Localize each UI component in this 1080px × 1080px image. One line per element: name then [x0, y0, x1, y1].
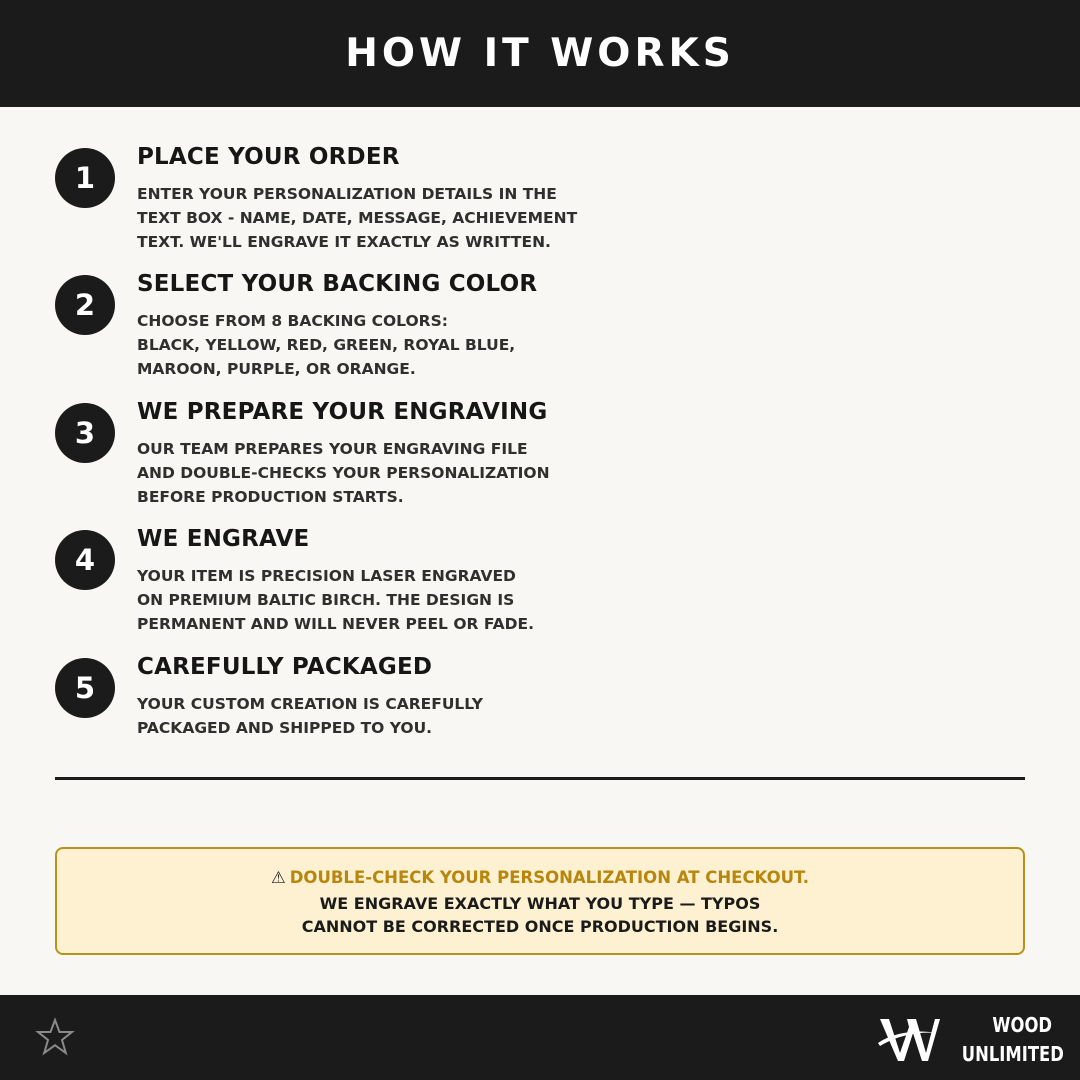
step-description-line: TEXT. WE'LL ENGRAVE IT EXACTLY AS WRITTEN. — [137, 233, 551, 251]
step-description — [137, 437, 550, 509]
brand-wordmark — [961, 1011, 1064, 1069]
step-title: PLACE YOUR ORDER — [137, 144, 400, 170]
step-description — [137, 182, 577, 254]
section-divider — [55, 777, 1025, 780]
step-description — [137, 692, 483, 740]
step-description-line: CHOOSE FROM 8 BACKING COLORS: — [137, 312, 448, 330]
step-title: WE PREPARE YOUR ENGRAVING — [137, 399, 548, 425]
step-number-badge: 4 — [55, 530, 115, 590]
step-description-line: BEFORE PRODUCTION STARTS. — [137, 488, 404, 506]
brand-line: UNLIMITED — [961, 1042, 1064, 1066]
brand-logo — [876, 1009, 1064, 1069]
header-bar — [0, 0, 1080, 107]
step-description-line: ENTER YOUR PERSONALIZATION DETAILS IN THE — [137, 185, 557, 203]
notice-line: WE ENGRAVE EXACTLY WHAT YOU TYPE — TYPOS — [319, 894, 761, 913]
step-number-badge: 3 — [55, 403, 115, 463]
warning-icon: ⚠ — [270, 868, 286, 887]
notice-headline-text: DOUBLE-CHECK YOUR PERSONALIZATION AT CHECKOUT. — [289, 868, 810, 887]
step-description-line: MAROON, PURPLE, OR ORANGE. — [137, 360, 416, 378]
star-outline-icon — [35, 1017, 75, 1057]
notice-line: CANNOT BE CORRECTED ONCE PRODUCTION BEGINS. — [301, 917, 779, 936]
step-description-line: OUR TEAM PREPARES YOUR ENGRAVING FILE — [137, 440, 528, 458]
step-title: CAREFULLY PACKAGED — [137, 654, 433, 680]
step-description-line: YOUR CUSTOM CREATION IS CAREFULLY — [137, 695, 483, 713]
step-description-line: BLACK, YELLOW, RED, GREEN, ROYAL BLUE, — [137, 336, 516, 354]
step-description-line: PERMANENT AND WILL NEVER PEEL OR FADE. — [137, 615, 534, 633]
step-description-line: ON PREMIUM BALTIC BIRCH. THE DESIGN IS — [137, 591, 515, 609]
step-number-badge: 2 — [55, 275, 115, 335]
page-title: HOW IT WORKS — [345, 31, 735, 76]
step-title: SELECT YOUR BACKING COLOR — [137, 271, 538, 297]
step-description-line: YOUR ITEM IS PRECISION LASER ENGRAVED — [137, 567, 516, 585]
notice-headline — [57, 868, 1023, 887]
step-number-badge: 5 — [55, 658, 115, 718]
step-description-line: PACKAGED AND SHIPPED TO YOU. — [137, 719, 433, 737]
step-description — [137, 309, 515, 381]
brand-line: WOOD — [992, 1013, 1052, 1037]
step-description-line: AND DOUBLE-CHECKS YOUR PERSONALIZATION — [137, 464, 550, 482]
step-title: WE ENGRAVE — [137, 526, 310, 552]
checkout-warning-notice — [55, 847, 1025, 955]
footer-bar — [0, 995, 1080, 1080]
step-description-line: TEXT BOX - NAME, DATE, MESSAGE, ACHIEVEMENT — [137, 209, 578, 227]
step-number-badge: 1 — [55, 148, 115, 208]
step-description — [137, 564, 534, 636]
wood-unlimited-w-logo — [876, 1009, 942, 1069]
